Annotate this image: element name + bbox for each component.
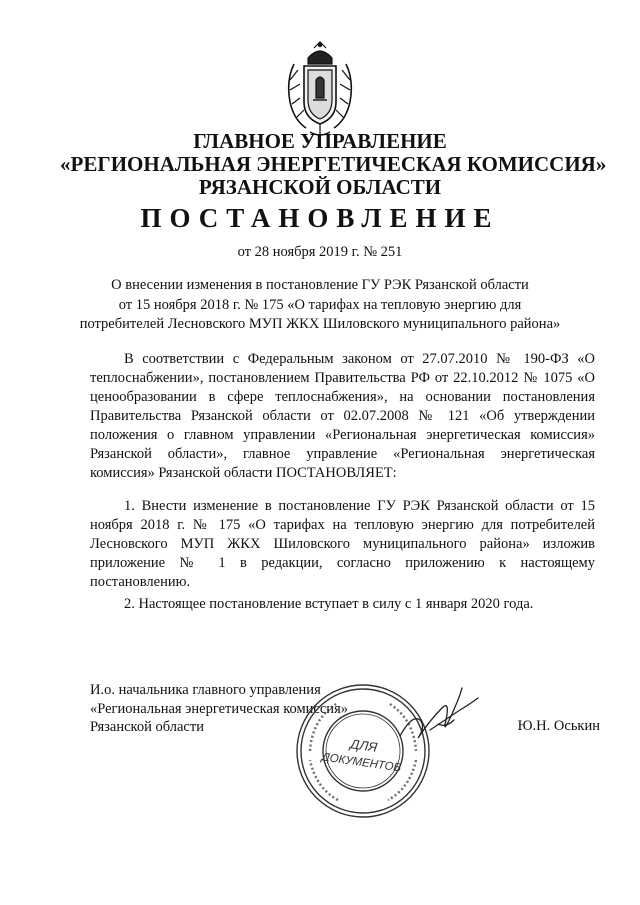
document-subject	[60, 276, 580, 335]
item-2-text: 2. Настоящее постановление вступает в силу с 1 января 2020 года.	[124, 596, 534, 612]
document-type-title: ПОСТАНОВЛЕНИЕ	[140, 203, 500, 233]
handwritten-signature-icon	[390, 680, 490, 750]
subject-line-3: потребителей Лесновского МУП ЖКХ Шиловского муниципального района»	[79, 316, 561, 332]
stamp-text-line-2: ДОКУМЕНТОВ	[320, 751, 402, 775]
agency-name	[60, 129, 607, 199]
agency-line-2: «РЕГИОНАЛЬНАЯ ЭНЕРГЕТИЧЕСКАЯ КОМИССИЯ»	[60, 152, 607, 176]
position-line-3: Рязанской области	[90, 719, 204, 735]
resolution-item-2	[90, 595, 595, 614]
agency-line-1: ГЛАВНОЕ УПРАВЛЕНИЕ	[193, 129, 447, 153]
subject-line-2: от 15 ноября 2018 г. № 175 «О тарифах на тепловую энергию для	[118, 296, 522, 313]
signatory-name: Ю.Н. Оськин	[517, 718, 600, 734]
stamp-text-line-1: ДЛЯ	[349, 736, 379, 755]
subject-line-1: О внесении изменения в постановление ГУ РЭК Рязанской области	[111, 277, 529, 293]
item-1-text: 1. Внести изменение в постановление ГУ РЭК Рязанской области от 15 ноября 2018 г. № 175 «О тарифах на тепловую энергию для потребителей Лесновского МУП ЖКХ Шиловского муниципального района» изложив приложение № 1 в редакции, согласно приложению к настоящему постановлению.	[90, 498, 595, 590]
resolution-item-1	[90, 497, 595, 592]
agency-line-3: РЯЗАНСКОЙ ОБЛАСТИ	[198, 175, 442, 199]
position-line-1: И.о. начальника главного управления	[90, 682, 321, 698]
coat-of-arms-icon	[280, 40, 360, 140]
preamble-paragraph	[90, 350, 595, 483]
position-line-2: «Региональная энергетическая комиссия»	[90, 700, 348, 717]
document-date-number: от 28 ноября 2019 г. № 251	[237, 244, 403, 260]
preamble-text: В соответствии с Федеральным законом от 27.07.2010 № 190-ФЗ «О теплоснабжении», постановлением Правительства РФ от 22.10.2012 № 1075 «О ценообразовании в сфере теплоснабжения», на основании постановления Правительства Рязанской области от 02.07.2008 № 121 «Об утверждении положения о главном управлении «Региональная энергетическая комиссия» Рязанской области», главное управление «Региональная энергетическая комиссия» Рязанской области ПОСТАНОВЛЯЕТ:	[90, 351, 595, 481]
